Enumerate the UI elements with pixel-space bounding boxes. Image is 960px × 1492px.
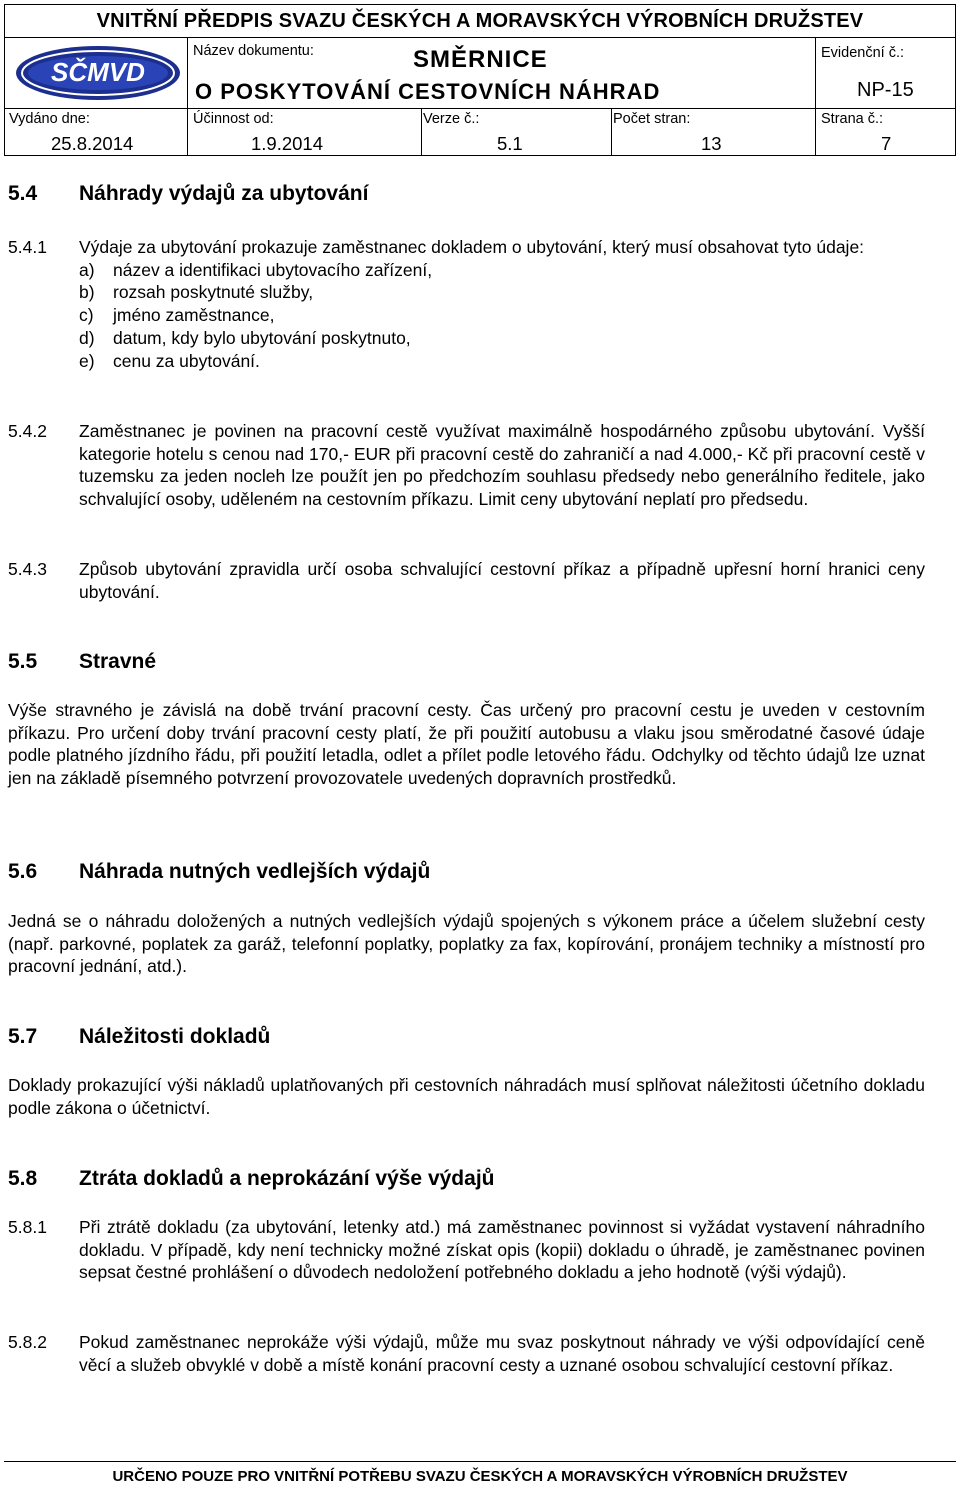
evid-value: NP-15: [857, 79, 914, 101]
section-heading: Náhrada nutných vedlejších výdajů: [79, 860, 431, 883]
doc-name-label: Název dokumentu:: [193, 43, 314, 59]
logo: [13, 43, 183, 103]
paragraph-text: Způsob ubytování zpravidla určí osoba schvalující cestovní příkaz a případně upřesní horní hranici ceny ubytování.: [79, 559, 925, 602]
divider: [5, 108, 955, 109]
paragraph-number: 5.4.3: [8, 559, 47, 579]
footer-text: URČENO POUZE PRO VNITŘNÍ POTŘEBU SVAZU ČESKÝCH A MORAVSKÝCH VÝROBNÍCH DRUŽSTEV: [112, 1468, 848, 1485]
list-marker: c): [79, 305, 94, 326]
list-item: [79, 304, 925, 327]
list-item: [79, 327, 925, 350]
pages-label: Počet stran:: [613, 111, 691, 127]
paragraph-text: Jedná se o náhradu doložených a nutných vedlejších výdajů spojených s výkonem práce a účelem služební cesty (např. parkovné, poplatek za garáž, telefonní poplatky, poplatky za fax, kopírování, pronájem techniky a místností pro pracovní jednání, atd.).: [8, 911, 925, 977]
paragraph: [79, 236, 925, 372]
divider: [815, 37, 816, 156]
version-value: 5.1: [497, 133, 523, 154]
section-heading: Náležitosti dokladů: [79, 1025, 271, 1048]
paragraph-number: 5.8.2: [8, 1332, 47, 1352]
divider: [421, 108, 422, 156]
issued-value: 25.8.2014: [51, 133, 134, 154]
page-value: 7: [881, 133, 892, 154]
paragraph-text: Výdaje za ubytování prokazuje zaměstnanec dokladem o ubytování, který musí obsahovat tyto údaje:: [79, 237, 865, 257]
list-item: [79, 259, 925, 282]
page-label: Strana č.:: [821, 111, 884, 127]
footer-divider: [4, 1461, 956, 1462]
list-item-text: název a identifikaci ubytovacího zařízení,: [113, 259, 433, 280]
divider: [187, 37, 188, 156]
paragraph-text: Doklady prokazující výši nákladů uplatňovaných při cestovních náhradách musí splňovat náležitosti účetního dokladu podle zákona o účetnictví.: [8, 1075, 925, 1118]
logo-text: SČMVD: [51, 57, 145, 87]
section-heading: Náhrady výdajů za ubytování: [79, 182, 369, 205]
list-marker: e): [79, 350, 95, 371]
section-number: 5.6: [8, 860, 38, 883]
paragraph-number: 5.4.1: [8, 237, 47, 257]
issued-label: Vydáno dne:: [9, 111, 90, 127]
list-item: [79, 350, 925, 373]
section-number: 5.5: [8, 650, 38, 673]
effective-value: 1.9.2014: [251, 133, 324, 154]
paragraph-text: Při ztrátě dokladu (za ubytování, letenky atd.) má zaměstnanec povinnost si vyžádat vystavení náhradního dokladu. V případě, kdy není technicky možné získat opis (kopii) dokladu o úhradě, je zaměstnanec povinen sepsat čestné prohlášení o důvodech nedoložení potřebného dokladu a jeho hodnotě (výši výdajů).: [79, 1217, 925, 1283]
divider: [5, 37, 955, 38]
paragraph-number: 5.4.2: [8, 421, 47, 441]
section-number: 5.7: [8, 1025, 38, 1048]
list-item: [79, 281, 925, 304]
paragraph-text: Pokud zaměstnanec neprokáže výši výdajů, může mu svaz poskytnout náhrady ve výši odpovídající ceně věcí a služeb obvyklé v době a místě konání pracovní cesty a uznané osobou schvalující cestovní příkaz.: [79, 1332, 925, 1375]
doc-name-line1: SMĚRNICE: [413, 46, 548, 73]
list-item-text: jméno zaměstnance,: [113, 305, 275, 326]
paragraph-text: Výše stravného je závislá na době trvání pracovní cesty. Čas určený pro pracovní cestu je uveden v cestovním příkazu. Pro určení doby trvání pracovní cesty platí, že při použití autobusu a vlaku jsou směrodatné časové údaje podle platného jízdního řádu, při použití letadla, odlet a přílet podle letového řádu. Odchylky od těchto údajů lze uznat jen na základě písemného potvrzení provozovatele uvedených dopravních prostředků.: [8, 700, 925, 789]
paragraph-number: 5.8.1: [8, 1217, 47, 1237]
section-number: 5.4: [8, 182, 38, 205]
section-heading: Ztráta dokladů a neprokázání výše výdajů: [79, 1167, 495, 1190]
effective-label: Účinnost od:: [193, 111, 274, 127]
list: [79, 259, 925, 373]
paragraph-text: Zaměstnanec je povinen na pracovní cestě využívat maximálně hospodárného způsobu ubytování. Vyšší kategorie hotelu s cenou nad 170,- EUR při pracovní cestě do zahraničí a nad 4.000,- Kč při pracovní cestě v tuzemsku za jeden nocleh lze použít jen po předchozím souhlasu předsedy nebo generálního ředitele, jako schvalující osoby, uděleném na cestovním příkazu. Limit ceny ubytování neplatí pro předsedu.: [79, 421, 925, 510]
logo-graphic: [13, 43, 183, 103]
list-item-text: rozsah poskytnuté služby,: [113, 282, 314, 303]
pages-value: 13: [701, 133, 722, 154]
divider: [611, 108, 612, 156]
document-header: [4, 4, 956, 156]
doc-name-line2: O POSKYTOVÁNÍ CESTOVNÍCH NÁHRAD: [195, 79, 661, 104]
list-marker: b): [79, 282, 95, 303]
section-number: 5.8: [8, 1167, 38, 1190]
list-item-text: cenu za ubytování.: [113, 350, 260, 371]
list-item-text: datum, kdy bylo ubytování poskytnuto,: [113, 327, 411, 348]
list-marker: a): [79, 259, 95, 280]
header-title: VNITŘNÍ PŘEDPIS SVAZU ČESKÝCH A MORAVSKÝCH VÝROBNÍCH DRUŽSTEV: [96, 10, 864, 32]
list-marker: d): [79, 327, 95, 348]
version-label: Verze č.:: [423, 111, 480, 127]
section-heading: Stravné: [79, 650, 157, 673]
evid-label: Evidenční č.:: [821, 45, 905, 61]
